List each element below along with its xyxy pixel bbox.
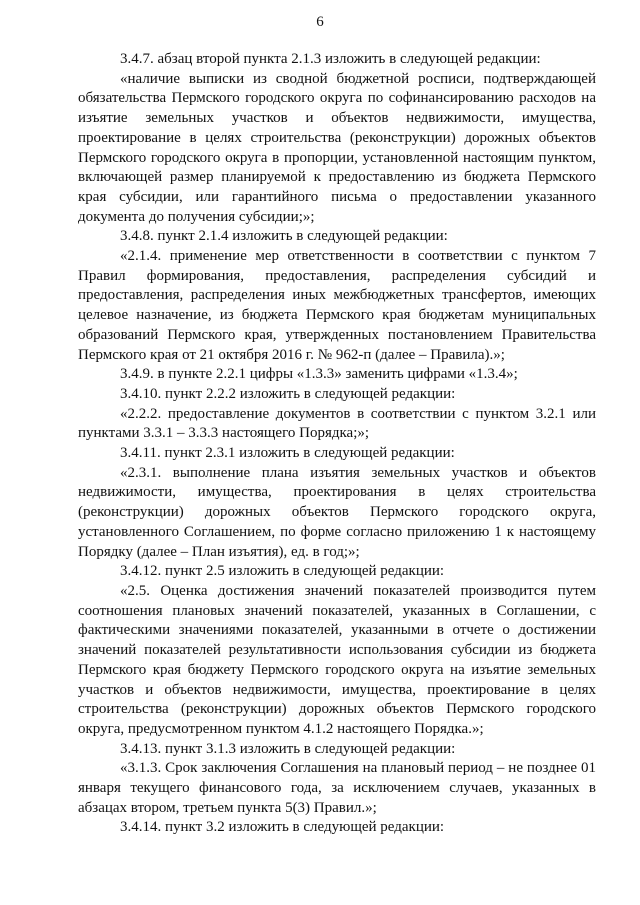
paragraph-3-4-13: 3.4.13. пункт 3.1.3 изложить в следующей редакции: (120, 740, 456, 757)
paragraph-quote-2-2-2: «2.2.2. предоставление документов в соответствии с пунктом 3.2.1 или пунктами 3.3.1 – 3.3.3 настоящего Порядка;»; (78, 405, 596, 442)
paragraph-quote-3-1-3: «3.1.3. Срок заключения Соглашения на плановый период – не позднее 01 января текущего финансового года, за исключением случаев, указанных в абзацах втором, третьем пункта 5(3) Правил.»; (78, 760, 596, 816)
paragraph-3-4-11: 3.4.11. пункт 2.3.1 изложить в следующей редакции: (120, 445, 455, 462)
paragraph-quote-2-3-1: «2.3.1. выполнение плана изъятия земельных участков и объектов недвижимости, имущества, проектирования в целях строительства (реконструкции) дорожных объектов Пермского городского округа, установленного Соглашением, по форме согласно приложению 1 к настоящему Порядку (далее – План изъятия), ед. в год;»; (78, 464, 596, 560)
paragraph-3-4-7: 3.4.7. абзац второй пункта 2.1.3 изложить в следующей редакции: (120, 51, 541, 67)
paragraph-3-4-10: 3.4.10. пункт 2.2.2 изложить в следующей редакции: (120, 385, 456, 402)
paragraph-3-4-8: 3.4.8. пункт 2.1.4 изложить в следующей редакции: (120, 228, 448, 245)
paragraph-3-4-12: 3.4.12. пункт 2.5 изложить в следующей редакции: (120, 563, 445, 580)
paragraph-3-4-14: 3.4.14. пункт 3.2 изложить в следующей редакции: (120, 819, 445, 836)
paragraph-quote-2-1-4: «2.1.4. применение мер ответственности в соответствии с пунктом 7 Правил формирования, предоставления, распределения субсидий и предоставления, распределения иных межбюджетных трансфертов, имеющих целевое назначение, из бюджета Пермского края бюджетам муниципальных образований Пермского края, утвержденных постановлением Правительства Пермского края от 21 октября 2016 г. № 962-п (далее – Правила).»; (78, 248, 596, 363)
paragraph-quote-2-5: «2.5. Оценка достижения значений показателей производится путем соотношения плановых значений показателей, указанных в Соглашении, с фактическими значениями показателей, указанными в отчете о достижении значений показателей результативности использования субсидии из бюджета Пермского края бюджету Пермского городского округа на изъятие земельных участков и объектов недвижимости, имущества, проектирование в целях строительства (реконструкции) дорожных объектов Пермского городского округа, предусмотренном пунктом 4.1.2 настоящего Порядка.»; (78, 582, 596, 737)
paragraph-3-4-9: 3.4.9. в пункте 2.2.1 цифры «1.3.3» заменить цифрами «1.3.4»; (120, 366, 518, 383)
paragraph-quote-2-1-3: «наличие выписки из сводной бюджетной росписи, подтверждающей обязательства Пермского городского округа по софинансированию расходов на изъятие земельных участков и объектов недвижимости, имущества, проектирование в целях строительства (реконструкции) дорожных объектов Пермского городского округа в пропорции, установленной настоящим пунктом, включающей размер планируемой к предоставлению из бюджета Пермского края субсидии, или гарантийного письма о предоставлении указанного документа до получения субсидии;»; (78, 70, 596, 225)
page-number: 6 (316, 14, 324, 30)
document-body (78, 50, 596, 838)
